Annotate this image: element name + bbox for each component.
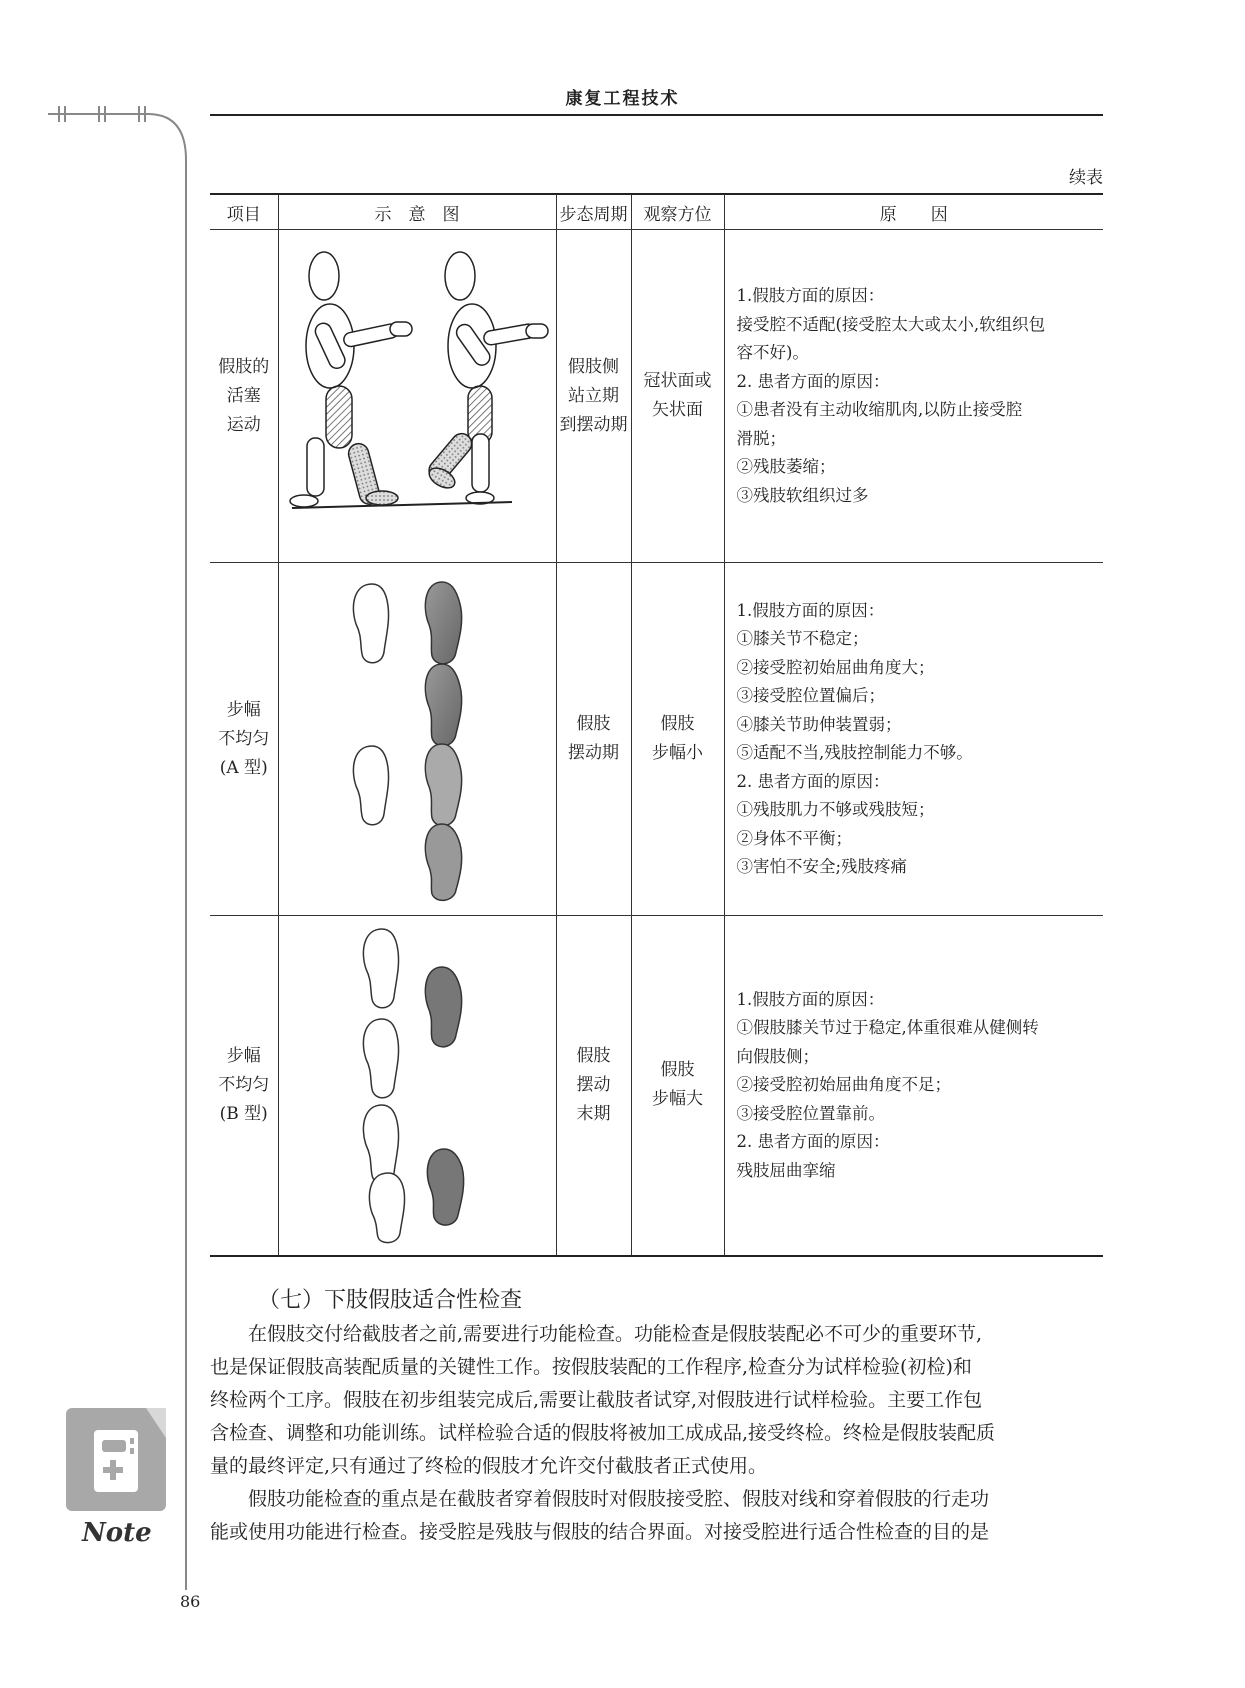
row-gait-cycle: 假肢 摆动期 [556,563,631,916]
row-item: 步幅 不均匀 (B 型) [210,916,278,1256]
row-gait-cycle: 假肢侧 站立期 到摆动期 [556,230,631,563]
table-row [210,916,1103,1256]
body-paragraph-2: 假肢功能检查的重点是在截肢者穿着假肢时对假肢接受腔、假肢对线和穿着假肢的行走功 能或使用功能进行检查。接受腔是残肢与假肢的结合界面。对接受腔进行适合性检查的目的是 [210,1488,990,1543]
row-item: 假肢的 活塞 运动 [210,230,278,563]
note-label: Note [82,1518,152,1548]
row-item: 步幅 不均匀 (A 型) [210,563,278,916]
walking-figures-illustration [282,246,552,546]
margin-decoration [48,100,198,1600]
col-header-gait-cycle: 步态周期 [556,194,631,230]
col-header-figure: 示 意 图 [278,194,556,230]
header-rule [210,114,1103,116]
col-header-view: 观察方位 [631,194,724,230]
footprints-illustration-b [352,925,482,1245]
row-view: 冠状面或 矢状面 [631,230,724,563]
figure-stride-b [278,916,556,1256]
figure-piston-motion [278,230,556,563]
section-heading: （七）下肢假肢适合性检查 [258,1288,523,1313]
continued-label: 续表 [1069,168,1103,188]
figure-stride-a [278,563,556,916]
row-view: 假肢 步幅小 [631,563,724,916]
gait-analysis-table [210,193,1103,1257]
table-row [210,563,1103,916]
row-reasons: 1.假肢方面的原因： 接受腔不适配(接受腔太大或太小,软组织包 容不好)。 2. 患者方面的原因： ①患者没有主动收缩肌肉,以防止接受腔 滑脱； ②残肢萎缩； ③残肢软组织过多 [724,230,1103,563]
row-gait-cycle: 假肢 摆动 末期 [556,916,631,1256]
running-header: 康复工程技术 [565,89,680,109]
table-row [210,230,1103,563]
body-paragraph-1: 在假肢交付给截肢者之前,需要进行功能检查。功能检查是假肢装配必不可少的重要环节, 也是保证假肢高装配质量的关键性工作。按假肢装配的工作程序,检查分为试样检验(初检)和 终检两个工序。假肢在初步组装完成后,需要让截肢者试穿,对假肢进行试样检验。主要工作包 含检查、调整和功能训练。试样检验合适的假肢将被加工成成品,接受终检。终检是假肢装配质 量的最终评定,只有通过了终检的假肢才允许交付截肢者正式使用。 [210,1323,996,1477]
row-reasons: 1.假肢方面的原因： ①假肢膝关节过于稳定,体重很难从健侧转 向假肢侧； ②接受腔初始屈曲角度不足； ③接受腔位置靠前。 2. 患者方面的原因： 残肢屈曲挛缩 [724,916,1103,1256]
col-header-reasons: 原 因 [724,194,1103,230]
row-view: 假肢 步幅大 [631,916,724,1256]
row-reasons: 1.假肢方面的原因： ①膝关节不稳定； ②接受腔初始屈曲角度大； ③接受腔位置偏后； ④膝关节助伸装置弱； ⑤适配不当,残肢控制能力不够。 2. 患者方面的原因： ①残肢肌力不够或残肢短； ②身体不平衡； ③害怕不安全;残肢疼痛 [724,563,1103,916]
note-icon [66,1408,166,1511]
table-header-row [210,194,1103,230]
footprints-illustration-a [342,574,492,904]
page-number: 86 [180,1592,201,1611]
col-header-item: 项目 [210,194,278,230]
